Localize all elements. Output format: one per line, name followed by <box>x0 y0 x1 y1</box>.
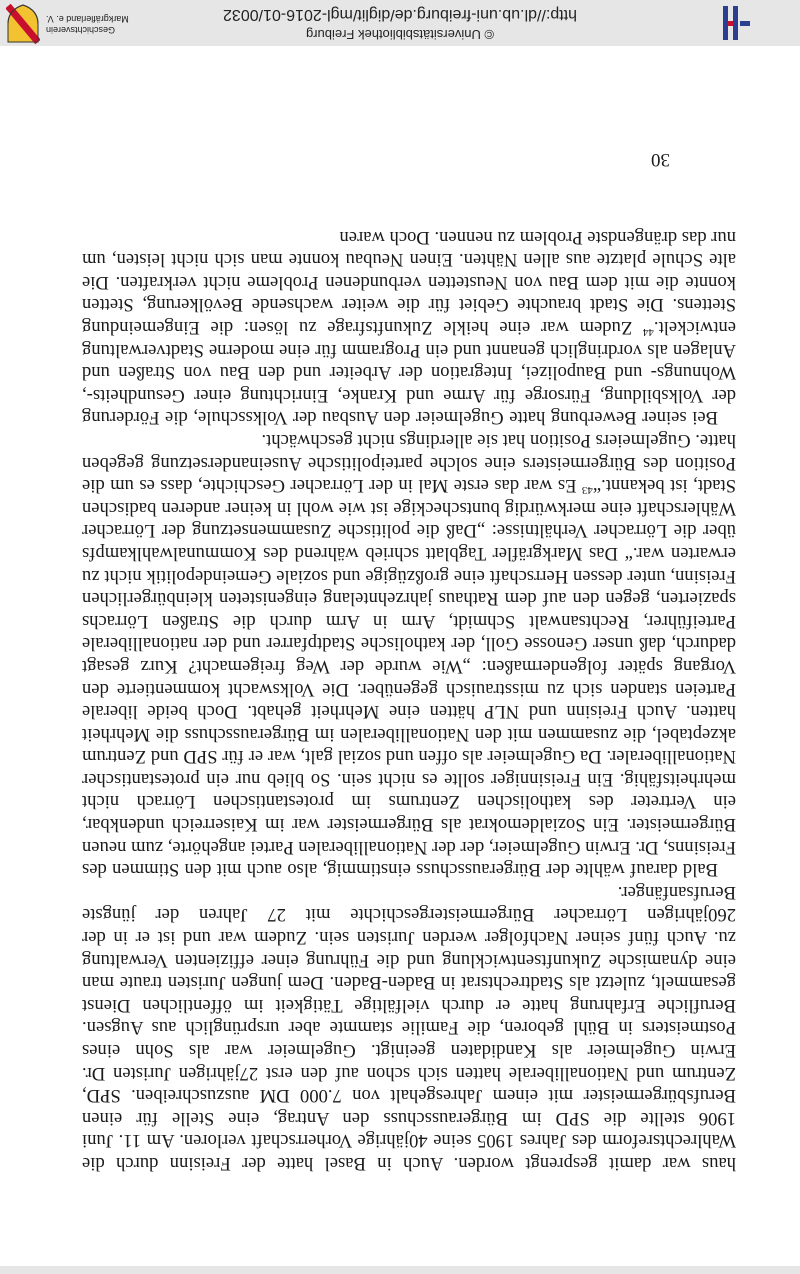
page-number: 30 <box>651 149 670 170</box>
source-url-link[interactable]: http://dl.ub.uni-freiburg.de/diglit/mgl-2016-01/0032 <box>223 6 577 23</box>
paragraph-3-text: Bei seiner Bewerbung hatte Gugelmeier den Ausbau der Volksschule, die Förderung der Volksbildung, Fürsorge für Arme und Kranke, Einrichtung einer Gesundheits-, Wohnungs- und Baupolizei, Integration der Arbeiter und den Bau von Straßen und Anlagen als vordringlich genannt und ein Programm für eine moderne Stadtverwaltung entwickelt. <box>82 317 736 429</box>
footer-bar <box>0 0 800 46</box>
body-text <box>82 225 736 1174</box>
paragraph-2-text-continued: Es war das erste Mal in der Lörracher Geschichte, dass es um die Position des Bürgermeisters eine solche parteipolitische Auseinandersetzung gegeben hatte. Gugelmeiers Position hat sie allerdings nicht geschwächt. <box>82 430 736 497</box>
paragraph-2-text: Bald darauf wählte der Bürgerausschuss einstimmig, also auch mit den Stimmen des Freisinns, Dr. Erwin Gugelmeier, der der Nationalliberalen Partei angehörte, zum neuen Bürgermeister. Ein Sozialdemokrat als Bürgermeister war im Kaiserreich undenkbar, ein Vertreter des katholischen Zentrums im protestantischen Lörrach nicht mehrheitsfähig. Ein Freisinniger sollte es nicht sein. So blieb nur ein protestantischer Nationalliberaler. Da Gugelmeier als offen und sozial galt, war er für SPD und Zentrum akzeptabel, die zusammen mit den Nationalliberalen im Bürgerausschuss die Mehrheit hatten. Auch Freisinn und NLP hätten eine Mehrheit gehabt. Doch beide liberale Parteien standen sich zu misstrauisch gegenüber. Die Volkswacht kommentierte den Vorgang später folgendermaßen: „Wie wurde der Weg freigemacht? Kurz gesagt dadurch, daß unser Genosse Goll, der katholische Stadtpfarrer und der nationalliberale Parteiführer, Rechtsanwalt Schmidt, Arm in Arm durch die Straßen Lörrachs spazierten, gegen den auf dem Rathaus jahrzehntelang eingenisteten kleinbürgerlichen Freisinn, unter dessen Herrschaft eine großzügige und soziale Gemeindepolitik nicht zu erwarten war.“ Das Markgräfler Tagblatt schrieb während des Kommunalwahlkampfs über die Lörracher Verhältnisse: „Daß die politische Zusammensetzung der Lörracher Wählerschaft eine merkwürdig buntscheckige ist wie wohl in keiner anderen badischen Stadt, ist bekannt.“ <box>82 475 736 881</box>
footer-source <box>200 3 600 43</box>
society-name-line-1: Geschichtsverein <box>46 25 116 35</box>
paragraph-1 <box>82 880 736 1174</box>
ub-freiburg-logo[interactable] <box>716 6 752 42</box>
paragraph-1-text: haus war damit gesprengt worden. Auch in Basel hatte der Freisinn durch die Wahlrechtsreform des Jahres 1905 seine 40jährige Vorherrschaft verloren. Am 11. Juni 1906 stellte die SPD im Bürgerausschuss den Antrag, eine Stelle für einen Berufsbürgermeister mit einem Jahresgehalt von 7.000 DM auszuschreiben. SPD, Zentrum und Nationalliberale hatten sich schon auf den erst 27jährigen Juristen Dr. Erwin Gugelmeier als Kandidaten geeinigt. Gugelmeier war als Sohn eines Postmeisters in Bühl geboren, die Familie stammte aber ursprünglich aus Augsen. Berufliche Erfahrung hatte er durch vielfältige Tätigkeit im öffentlichen Dienst gesammelt, zuletzt als Stadtrechtsrat in Baden-Baden. Dem jungen Juristen traute man eine dynamische Zukunftsentwicklung und die Führung einer effizienten Verwaltung zu. Auch fünf seiner Nachfolger werden Juristen sein. Zudem war und ist er in der 260jährigen Lörracher Bürgermeistergeschichte mit 27 Jahren der jüngste Berufsanfänger. <box>82 881 736 1174</box>
paragraph-2 <box>82 428 736 880</box>
paragraph-3-text-continued: Zudem war eine heikle Zukunftsfrage zu lösen: die Eingemeindung Stettens. Die Stadt brauchte Gebiet für die weiter wachsende Bevölkerung, Stetten konnte die mit dem Bau von Neustetten verbundenen Probleme nicht verkraften. Die alte Schule platzte aus allen Nähten. Einen Neubau konnte man sich nicht leisten, um nur das drängendste Problem zu nennen. Doch waren <box>82 226 736 339</box>
footnote-ref-44[interactable]: 44 <box>642 326 654 339</box>
copyright-text: © Universitätsbibliothek Freiburg <box>305 27 495 42</box>
coat-of-arms-icon <box>6 4 40 44</box>
paragraph-3 <box>82 225 736 428</box>
footnote-ref-43[interactable]: 43 <box>581 484 593 497</box>
header-bar <box>0 1266 800 1274</box>
society-name-line-2: Markgräflerland e. V. <box>46 14 129 24</box>
logo-mark-icon <box>716 6 752 42</box>
society-branding[interactable] <box>6 4 129 44</box>
society-name <box>46 13 129 35</box>
